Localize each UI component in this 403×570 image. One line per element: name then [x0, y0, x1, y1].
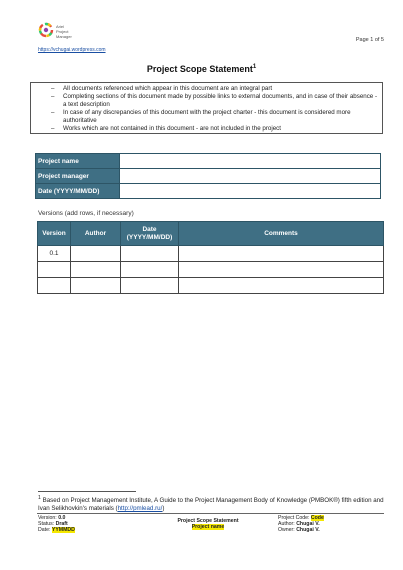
date-field[interactable] [120, 184, 381, 199]
version-label: Version: [38, 515, 57, 521]
comments-cell[interactable] [179, 278, 384, 294]
author-label: Author: [278, 521, 295, 527]
logo-text: Ariel Project Manager [56, 24, 72, 39]
author-cell[interactable] [71, 262, 121, 278]
note-item: – Completing sections of this document made by possible links to external documents, and in case of their absence - a text description [35, 93, 378, 109]
status-label: Status: [38, 521, 55, 527]
date-label: Date (YYYY/MM/DD) [36, 184, 120, 199]
note-item: – All documents referenced which appear in this document are an integral part [35, 85, 378, 93]
notes-list [35, 85, 378, 133]
date-cell[interactable] [121, 246, 179, 262]
comments-cell[interactable] [179, 246, 384, 262]
note-item: – In case of any discrepancies of this document with the project charter - this document is considered more authoritative [35, 109, 378, 125]
footnote-text: Based on Project Management Institute, A Guide to the Project Management Body of Knowledge (PMBOK®) fifth edition and Ivan Selikhovkin's materials ( [38, 497, 384, 513]
column-header-date: Date (YYYY/MM/DD) [121, 222, 179, 246]
title-text: Project Scope Statement [146, 64, 253, 74]
footnote-divider [38, 491, 136, 492]
project-manager-label: Project manager [36, 169, 120, 184]
table-row [36, 184, 381, 199]
footer-left [38, 515, 75, 533]
comments-cell[interactable] [179, 262, 384, 278]
author-value: Chugai V. [296, 521, 320, 527]
project-manager-field[interactable] [120, 169, 381, 184]
code-label: Project Code: [278, 515, 310, 521]
project-name-label: Project name [36, 154, 120, 169]
author-cell[interactable] [71, 246, 121, 262]
pmlead-link[interactable]: http://pmlead.ru/ [117, 505, 163, 513]
project-info-table [35, 153, 381, 199]
version-cell[interactable]: 0.1 [38, 246, 71, 262]
table-row [38, 246, 384, 262]
versions-table [37, 221, 384, 294]
footer-owner [278, 527, 324, 533]
table-header-row [38, 222, 384, 246]
title-footnote-mark[interactable]: 1 [252, 64, 257, 70]
owner-value: Chugai V. [296, 527, 320, 533]
footnote-mark: 1 [38, 495, 41, 501]
notes-box [30, 82, 383, 134]
table-row [38, 278, 384, 294]
column-header-version: Version [38, 222, 71, 246]
author-cell[interactable] [71, 278, 121, 294]
column-header-comments: Comments [179, 222, 384, 246]
author-website-link[interactable]: https://vchugai.wordpress.com [38, 47, 106, 53]
code-value: Code [310, 515, 324, 521]
footer-doc-name: Project Scope Statement [177, 518, 239, 524]
versions-caption: Versions (add rows, if necessary) [38, 210, 134, 217]
status-value: Draft [55, 521, 68, 527]
version-value: 0.0 [58, 515, 66, 521]
column-header-author: Author [71, 222, 121, 246]
version-cell[interactable] [38, 278, 71, 294]
footer-right [278, 515, 324, 533]
page-number: Page 1 of 5 [355, 37, 384, 43]
version-cell[interactable] [38, 262, 71, 278]
date-label: Date: [38, 527, 51, 533]
logo-icon [38, 22, 54, 38]
note-item: – Works which are not contained in this document - are not included in the project [35, 125, 378, 133]
footer-divider [37, 513, 384, 514]
date-cell[interactable] [121, 262, 179, 278]
footer-date [38, 527, 75, 533]
company-logo [38, 22, 90, 46]
footnote-close: ) [162, 505, 165, 513]
page-title [0, 64, 403, 74]
table-row [38, 262, 384, 278]
table-row [36, 169, 381, 184]
footer-center [158, 518, 258, 530]
date-value: YYMMDD [51, 527, 75, 533]
table-row [36, 154, 381, 169]
footnote [38, 494, 384, 513]
owner-label: Owner: [278, 527, 295, 533]
footer-project-name: Project name [191, 524, 225, 530]
date-cell[interactable] [121, 278, 179, 294]
project-name-field[interactable] [120, 154, 381, 169]
